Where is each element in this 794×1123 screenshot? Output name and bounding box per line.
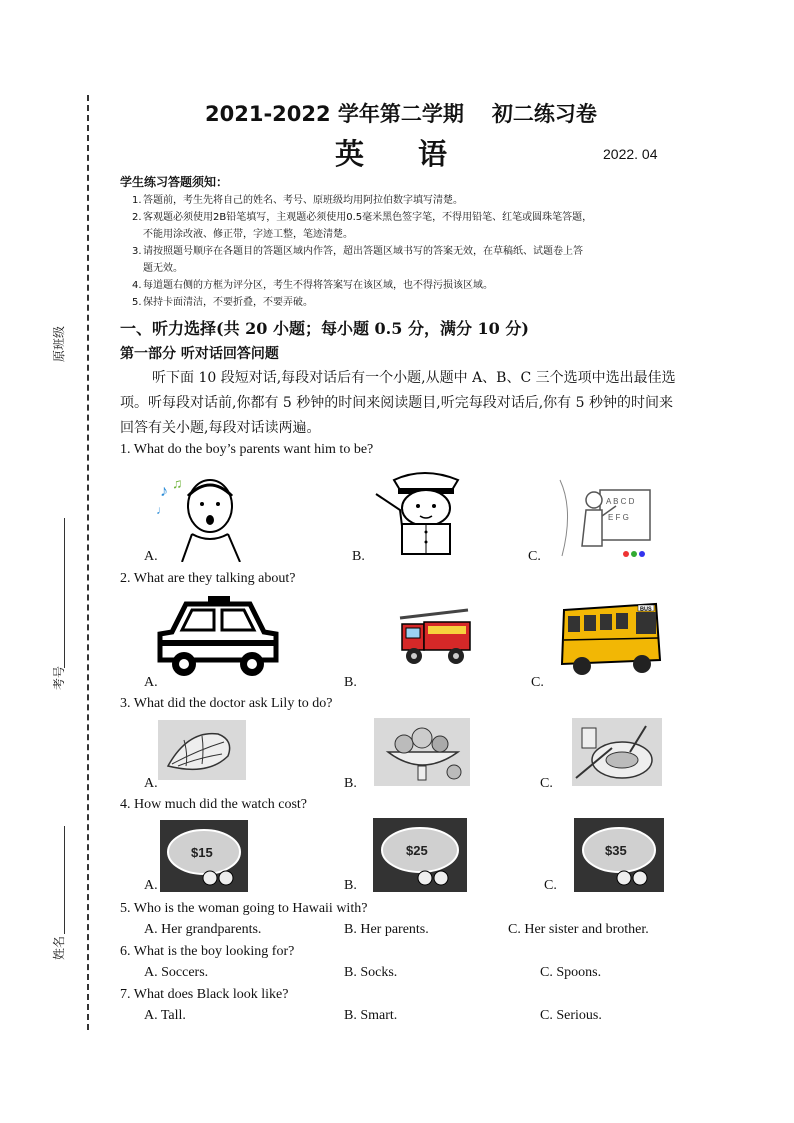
- note-item-continued: 题无效。: [143, 263, 183, 274]
- q7-option-b: B. Smart.: [344, 1008, 398, 1023]
- svg-text:A B C D: A B C D: [606, 497, 635, 506]
- note-item: 3.请按照题号顺序在各题目的答题区域内作答，超出答题区域书写的答案无效，在草稿纸、试题卷上答: [132, 246, 583, 257]
- notes-list: [132, 192, 692, 311]
- q7-option-a: A. Tall.: [144, 1008, 186, 1023]
- svg-text:♩: ♩: [156, 503, 168, 517]
- price-a-label: $15: [191, 845, 213, 860]
- bus-sign: BUS: [640, 606, 652, 613]
- q6-option-c: C. Spoons.: [540, 965, 602, 980]
- note-item: 1.答题前，考生先将自己的姓名、考号、原班级均用阿拉伯数字填写清楚。: [132, 195, 463, 206]
- watch-price-c-picture: [574, 818, 664, 892]
- q4-option-a: A.: [144, 878, 158, 893]
- vegetables-picture: [158, 720, 246, 780]
- svg-text:E F G: E F G: [608, 513, 629, 522]
- name-label: 姓名: [52, 935, 66, 960]
- exam-date: 2022. 04: [603, 146, 658, 162]
- section-instructions: 听下面 10 段短对话,每段对话后有一个小题,从题中 A、B、C 三个选项中选出最佳选项。听每段对话前,你都有 5 秒钟的时间来阅读题目,听完每段对话后,你有 5 秒钟的时间来回答有关小题,每段对话读两遍。: [120, 370, 676, 436]
- food-plate-picture: [572, 718, 662, 786]
- price-b-label: $25: [406, 843, 428, 858]
- id-label: 考号: [52, 665, 66, 690]
- note-item: 5.保持卡面清洁，不要折叠，不要弄破。: [132, 297, 313, 308]
- car-picture: [156, 594, 280, 678]
- fruit-picture: [374, 718, 470, 786]
- question-6: 6. What is the boy looking for?: [120, 944, 295, 959]
- q2-option-b: B.: [344, 675, 357, 690]
- q6-option-a: A. Soccers.: [144, 965, 209, 980]
- exam-name: 初二练习卷: [491, 102, 597, 126]
- q1-option-c: C.: [528, 549, 541, 564]
- question-2: 2. What are they talking about?: [120, 571, 296, 586]
- watch-price-b-picture: [373, 818, 467, 892]
- question-5: 5. Who is the woman going to Hawaii with?: [120, 901, 368, 916]
- watch-price-a-picture: [160, 820, 248, 892]
- exam-title: [205, 98, 597, 128]
- q4-option-b: B.: [344, 878, 357, 893]
- fire-engine-picture: [396, 604, 474, 668]
- question-4: 4. How much did the watch cost?: [120, 797, 308, 812]
- q2-option-c: C.: [531, 675, 544, 690]
- part-title: 第一部分 听对话回答问题: [120, 346, 279, 362]
- question-7: 7. What does Black look like?: [120, 987, 289, 1002]
- q7-option-c: C. Serious.: [540, 1008, 602, 1023]
- binding-line: [87, 95, 89, 1030]
- q1-option-a: A.: [144, 549, 158, 564]
- section-title: 一、听力选择(共 20 小题；每小题 0.5 分，满分 10 分): [120, 319, 529, 338]
- bus-picture: [558, 600, 664, 678]
- note-item-continued: 不能用涂改液、修正带，字迹工整，笔迹清楚。: [143, 229, 353, 240]
- q5-option-c: C. Her sister and brother.: [508, 922, 649, 937]
- q3-option-b: B.: [344, 776, 357, 791]
- question-3: 3. What did the doctor ask Lily to do?: [120, 696, 333, 711]
- subject-title: 英语: [335, 137, 502, 171]
- singer-picture: [152, 466, 248, 562]
- q5-option-b: B. Her parents.: [344, 922, 429, 937]
- q3-option-a: A.: [144, 776, 158, 791]
- q3-option-c: C.: [540, 776, 553, 791]
- notes-title: 学生练习答题须知：: [120, 175, 229, 189]
- note-item: 2.客观题必须使用2B铅笔填写，主观题必须使用0.5毫米黑色签字笔，不得用铅笔、红笔或圆珠笔答题，: [132, 212, 593, 223]
- question-1: 1. What do the boy’s parents want him to be?: [120, 442, 374, 457]
- teacher-picture: [556, 470, 656, 562]
- note-item: 4.每道题右侧的方框为评分区，考生不得将答案写在该区域，也不得污损该区域。: [132, 280, 493, 291]
- q6-option-b: B. Socks.: [344, 965, 398, 980]
- q2-option-a: A.: [144, 675, 158, 690]
- year-term: 2021-2022 学年第二学期: [205, 102, 464, 126]
- svg-text:♫: ♫: [172, 475, 183, 491]
- policeman-picture: [372, 466, 476, 562]
- class-label: 原班级: [52, 325, 66, 362]
- q4-option-c: C.: [544, 878, 557, 893]
- svg-text:♪: ♪: [160, 483, 168, 500]
- price-c-label: $35: [605, 843, 627, 858]
- q1-option-b: B.: [352, 549, 365, 564]
- name-write-line: [64, 826, 65, 934]
- id-write-line: [64, 518, 65, 668]
- q5-option-a: A. Her grandparents.: [144, 922, 262, 937]
